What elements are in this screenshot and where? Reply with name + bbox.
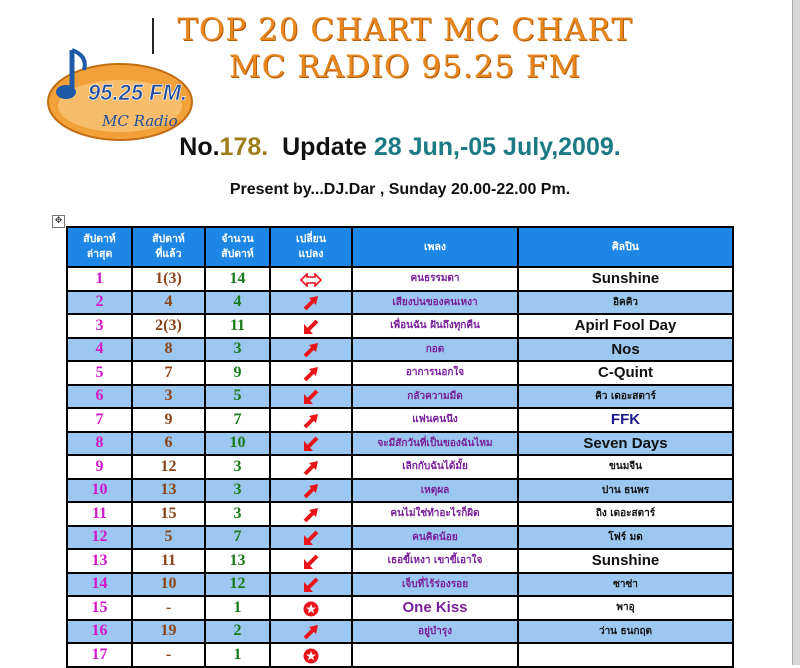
weeks-on-chart: 7 (206, 527, 269, 549)
rank-last-week: 3 (133, 386, 204, 408)
song-title: กอด (353, 339, 517, 361)
table-row (68, 574, 732, 596)
chart-table (66, 226, 734, 668)
artist-name (519, 644, 732, 666)
change-cell (271, 621, 351, 643)
artist-name: คิว เดอะสตาร์ (519, 386, 732, 408)
artist-name: Apirl Fool Day (519, 315, 732, 337)
rank-this-week: 17 (68, 644, 131, 666)
song-title: คนธรรมดา (353, 268, 517, 290)
song-title: เหตุผล (353, 480, 517, 502)
artist-name: FFK (519, 409, 732, 431)
arrow-up-icon (301, 624, 321, 640)
weeks-on-chart: 2 (206, 621, 269, 643)
rank-last-week: 12 (133, 456, 204, 478)
update-label: Update (282, 133, 367, 161)
rank-last-week: 8 (133, 339, 204, 361)
weeks-on-chart: 3 (206, 480, 269, 502)
weeks-on-chart: 13 (206, 550, 269, 572)
change-cell (271, 574, 351, 596)
change-cell (271, 362, 351, 384)
table-row (68, 433, 732, 455)
update-prefix: No. (179, 133, 220, 161)
arrow-down-icon (301, 436, 321, 452)
rank-this-week: 16 (68, 621, 131, 643)
artist-name: ถิง เดอะสตาร์ (519, 503, 732, 525)
song-title: เธอขี้เหงา เขาขี้เอาใจ (353, 550, 517, 572)
weeks-on-chart: 3 (206, 503, 269, 525)
title-line-1: TOP 20 CHART MC CHART (177, 12, 633, 48)
artist-name: C-Quint (519, 362, 732, 384)
rank-last-week: 11 (133, 550, 204, 572)
rank-last-week: 2(3) (133, 315, 204, 337)
artist-name: Sunshine (519, 550, 732, 572)
weeks-on-chart: 10 (206, 433, 269, 455)
rank-this-week: 14 (68, 574, 131, 596)
rank-last-week: - (133, 644, 204, 666)
song-title: เลิกกับฉันได้มั้ย (353, 456, 517, 478)
weeks-on-chart: 1 (206, 597, 269, 619)
rank-last-week: - (133, 597, 204, 619)
rank-last-week: 1(3) (133, 268, 204, 290)
artist-name: ขนมจีน (519, 456, 732, 478)
arrow-up-icon (301, 366, 321, 382)
song-title: จะมีสักวันที่เป็นของฉันไหม (353, 433, 517, 455)
weeks-on-chart: 4 (206, 292, 269, 314)
table-row (68, 503, 732, 525)
table-row (68, 386, 732, 408)
update-number: 178. (219, 133, 269, 161)
arrow-up-icon (301, 460, 321, 476)
song-title: One Kiss (353, 597, 517, 619)
title-line-2: MC RADIO 95.25 FM (228, 49, 582, 85)
change-cell (271, 433, 351, 455)
rank-this-week: 5 (68, 362, 131, 384)
arrow-up-icon (301, 342, 321, 358)
table-row (68, 292, 732, 314)
table-row (68, 362, 732, 384)
table-row (68, 480, 732, 502)
change-cell (271, 339, 351, 361)
change-cell (271, 292, 351, 314)
table-row (68, 527, 732, 549)
arrow-down-icon (301, 319, 321, 335)
artist-name: Sunshine (519, 268, 732, 290)
rank-last-week: 15 (133, 503, 204, 525)
table-row (68, 550, 732, 572)
rank-last-week: 13 (133, 480, 204, 502)
song-title: เจ็บที่ไร้ร่องรอย (353, 574, 517, 596)
table-row (68, 621, 732, 643)
table-row (68, 456, 732, 478)
arrow-down-icon (301, 577, 321, 593)
no-change-arrows-icon (300, 273, 322, 287)
artist-name: Nos (519, 339, 732, 361)
weeks-on-chart: 12 (206, 574, 269, 596)
logo-script-text: MC Radio (102, 112, 178, 130)
rank-last-week: 5 (133, 527, 204, 549)
weeks-on-chart: 3 (206, 456, 269, 478)
change-cell (271, 550, 351, 572)
col-header-this-week: สัปดาห์ ล่าสุด (68, 228, 131, 266)
table-row (68, 268, 732, 290)
rank-this-week: 3 (68, 315, 131, 337)
rank-this-week: 13 (68, 550, 131, 572)
rank-this-week: 6 (68, 386, 131, 408)
song-title: คนไม่ใช่ทำอะไรก็ผิด (353, 503, 517, 525)
artist-name: ปาน ธนพร (519, 480, 732, 502)
rank-this-week: 10 (68, 480, 131, 502)
arrow-up-icon (301, 507, 321, 523)
artist-name: ซาซ่า (519, 574, 732, 596)
rank-last-week: 19 (133, 621, 204, 643)
rank-this-week: 11 (68, 503, 131, 525)
change-cell (271, 409, 351, 431)
rank-this-week: 15 (68, 597, 131, 619)
change-cell (271, 480, 351, 502)
rank-this-week: 12 (68, 527, 131, 549)
rank-this-week: 1 (68, 268, 131, 290)
artist-name: ว่าน ธนกฤต (519, 621, 732, 643)
arrow-up-icon (301, 483, 321, 499)
weeks-on-chart: 5 (206, 386, 269, 408)
update-line (0, 133, 800, 162)
artist-name: อิคคิว (519, 292, 732, 314)
rank-last-week: 4 (133, 292, 204, 314)
song-title: อาการนอกใจ (353, 362, 517, 384)
rank-this-week: 9 (68, 456, 131, 478)
weeks-on-chart: 1 (206, 644, 269, 666)
change-cell (271, 527, 351, 549)
rank-this-week: 8 (68, 433, 131, 455)
table-header-row (68, 228, 732, 266)
rank-last-week: 6 (133, 433, 204, 455)
weeks-on-chart: 3 (206, 339, 269, 361)
change-cell (271, 644, 351, 666)
col-header-artist: ศิลปิน (519, 228, 732, 266)
col-header-song: เพลง (353, 228, 517, 266)
artist-name: พาอุ (519, 597, 732, 619)
logo-frequency-text: 95.25 FM. (88, 80, 188, 105)
song-title: กลัวความมืด (353, 386, 517, 408)
arrow-up-icon (301, 413, 321, 429)
change-cell (271, 268, 351, 290)
weeks-on-chart: 11 (206, 315, 269, 337)
rank-last-week: 9 (133, 409, 204, 431)
table-row (68, 315, 732, 337)
new-entry-star-icon (303, 601, 319, 617)
arrow-down-icon (301, 530, 321, 546)
artist-name: โฟร์ มด (519, 527, 732, 549)
present-by-line: Present by...DJ.Dar , Sunday 20.00-22.00 Pm. (229, 181, 571, 198)
song-title: เสียงบ่นของคนเหงา (353, 292, 517, 314)
col-header-weeks-on-chart: จำนวน สัปดาห์ (206, 228, 269, 266)
weeks-on-chart: 9 (206, 362, 269, 384)
rank-last-week: 7 (133, 362, 204, 384)
rank-this-week: 7 (68, 409, 131, 431)
artist-name: Seven Days (519, 433, 732, 455)
table-row (68, 644, 732, 666)
arrow-down-icon (301, 554, 321, 570)
song-title: เพื่อนฉัน ฝันถึงทุกคืน (353, 315, 517, 337)
table-row (68, 339, 732, 361)
weeks-on-chart: 14 (206, 268, 269, 290)
song-title: อยู่บำรุง (353, 621, 517, 643)
arrow-up-icon (301, 295, 321, 311)
window-scrollbar-edge (792, 0, 800, 665)
weeks-on-chart: 7 (206, 409, 269, 431)
table-row (68, 597, 732, 619)
arrow-down-icon (301, 389, 321, 405)
page-title (150, 12, 660, 86)
change-cell (271, 315, 351, 337)
song-title: แฟนคนนึง (353, 409, 517, 431)
rank-last-week: 10 (133, 574, 204, 596)
change-cell (271, 386, 351, 408)
song-title (353, 644, 517, 666)
update-dates: 28 Jun,-05 July,2009. (373, 133, 621, 161)
col-header-change: เปลี่ยน แปลง (271, 228, 351, 266)
rank-this-week: 4 (68, 339, 131, 361)
change-cell (271, 597, 351, 619)
change-cell (271, 503, 351, 525)
new-entry-star-icon (303, 648, 319, 664)
change-cell (271, 456, 351, 478)
col-header-last-week: สัปดาห์ ที่แล้ว (133, 228, 204, 266)
table-row (68, 409, 732, 431)
rank-this-week: 2 (68, 292, 131, 314)
table-move-handle-icon[interactable]: ✥ (52, 215, 65, 228)
song-title: คนคิดน้อย (353, 527, 517, 549)
